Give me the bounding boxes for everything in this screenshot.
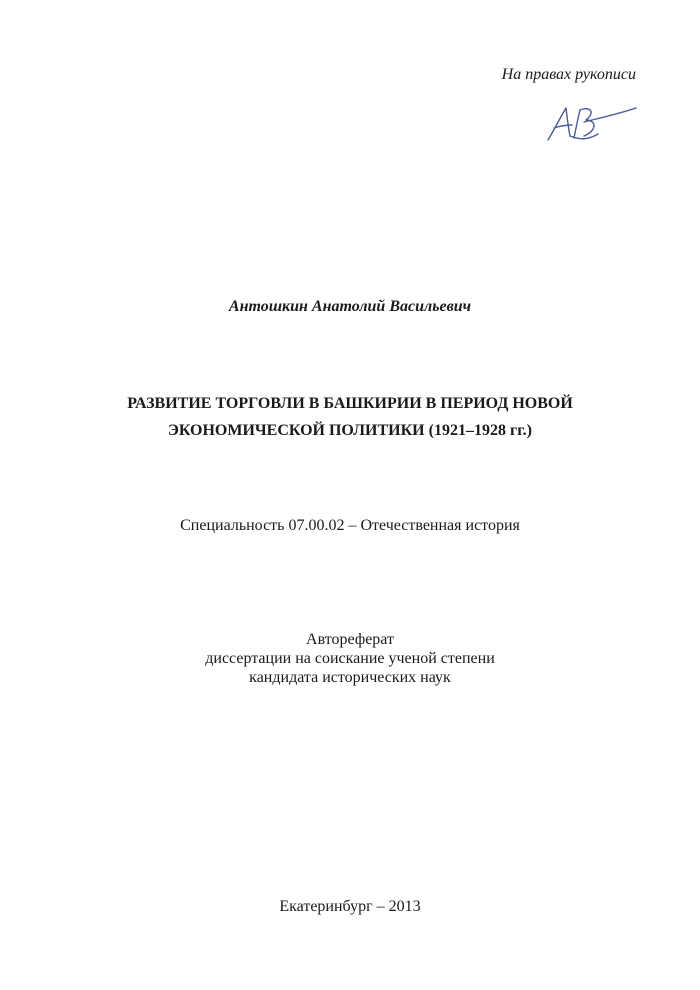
abstract-line-2: диссертации на соискание ученой степени xyxy=(205,650,495,667)
abstract-line-1: Автореферат xyxy=(306,631,394,648)
signature-icon xyxy=(540,100,640,150)
title-line-2: ЭКОНОМИЧЕСКОЙ ПОЛИТИКИ (1921–1928 гг.) xyxy=(167,422,532,439)
title-line-1: РАЗВИТИЕ ТОРГОВЛИ В БАШКИРИИ В ПЕРИОД НОВОЙ xyxy=(127,395,573,412)
rights-note: На правах рукописи xyxy=(501,66,636,83)
specialty-line: Специальность 07.00.02 – Отечественная история xyxy=(180,517,520,534)
place-year: Екатеринбург – 2013 xyxy=(279,898,421,915)
abstract-block xyxy=(0,630,700,687)
author-name: Антошкин Анатолий Васильевич xyxy=(228,298,472,315)
abstract-line-3: кандидата исторических наук xyxy=(249,669,451,686)
dissertation-title xyxy=(80,390,620,444)
